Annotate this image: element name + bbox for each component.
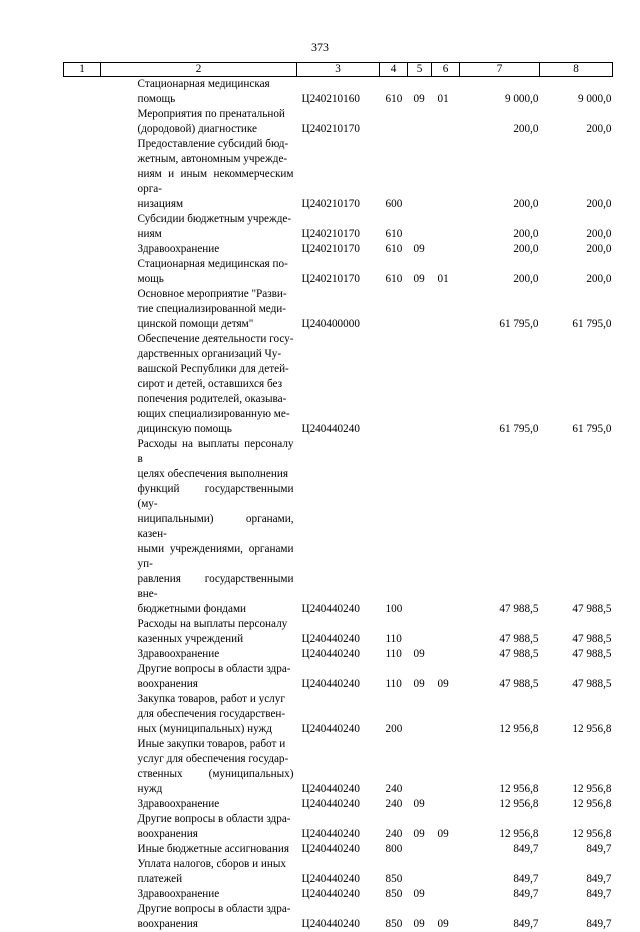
vr-cell: 100 xyxy=(380,437,408,617)
code-cell: Ц240440240 xyxy=(297,662,380,692)
amount-cell-7: 849,7 xyxy=(460,887,540,902)
amount-cell-7: 849,7 xyxy=(460,902,540,932)
table-row xyxy=(64,857,613,887)
table-row xyxy=(64,902,613,932)
code-cell: Ц240210170 xyxy=(297,137,380,212)
rz-cell xyxy=(408,842,432,857)
table-row xyxy=(64,617,613,647)
vr-cell: 850 xyxy=(380,857,408,887)
code-cell: Ц240440240 xyxy=(297,887,380,902)
row-name-cell xyxy=(101,902,297,932)
row-name-line: Другие вопросы в области здра- xyxy=(138,902,294,917)
amount-cell-7: 849,7 xyxy=(460,842,540,857)
vr-cell: 110 xyxy=(380,662,408,692)
row-name-cell xyxy=(101,212,297,242)
row-number-cell xyxy=(64,692,101,737)
row-name-line: целях обеспечения выполнения xyxy=(138,467,294,482)
row-name-line: равления государственными вне- xyxy=(138,572,294,602)
row-name-line: воохранения xyxy=(138,827,294,842)
amount-cell-8: 200,0 xyxy=(540,212,613,242)
rz-cell: 09 xyxy=(408,647,432,662)
amount-cell-7: 200,0 xyxy=(460,212,540,242)
row-name-line: Другие вопросы в области здра- xyxy=(138,662,294,677)
row-number-cell xyxy=(64,287,101,332)
vr-cell: 240 xyxy=(380,812,408,842)
row-name-line: цинской помощи детям" xyxy=(138,317,294,332)
column-header-3: 3 xyxy=(297,63,380,77)
row-number-cell xyxy=(64,212,101,242)
row-name-line: для обеспечения государствен- xyxy=(138,707,294,722)
row-name-line: Предоставление субсидий бюд- xyxy=(138,137,294,152)
amount-cell-8: 61 795,0 xyxy=(540,332,613,437)
row-number-cell xyxy=(64,662,101,692)
row-name-cell xyxy=(101,737,297,797)
code-cell: Ц240210170 xyxy=(297,242,380,257)
rz-cell: 09 xyxy=(408,902,432,932)
table-row xyxy=(64,107,613,137)
pr-cell xyxy=(432,137,460,212)
row-name-line: ющих специализированную ме- xyxy=(138,407,294,422)
row-name-line: Закупка товаров, работ и услуг xyxy=(138,692,294,707)
code-cell: Ц240440240 xyxy=(297,857,380,887)
amount-cell-7: 200,0 xyxy=(460,137,540,212)
vr-cell xyxy=(380,107,408,137)
row-name-line: Другие вопросы в области здра- xyxy=(138,812,294,827)
row-name-line: воохранения xyxy=(138,917,294,932)
code-cell: Ц240440240 xyxy=(297,737,380,797)
amount-cell-7: 47 988,5 xyxy=(460,437,540,617)
table-row xyxy=(64,842,613,857)
row-number-cell xyxy=(64,842,101,857)
row-name-line: жетным, автономным учрежде- xyxy=(138,152,294,167)
row-name-cell xyxy=(101,242,297,257)
table-row xyxy=(64,797,613,812)
amount-cell-8: 9 000,0 xyxy=(540,77,613,108)
rz-cell: 09 xyxy=(408,662,432,692)
pr-cell xyxy=(432,437,460,617)
row-name-line: Основное мероприятие "Разви- xyxy=(138,287,294,302)
amount-cell-7: 47 988,5 xyxy=(460,662,540,692)
vr-cell: 610 xyxy=(380,212,408,242)
rz-cell xyxy=(408,287,432,332)
code-cell: Ц240440240 xyxy=(297,437,380,617)
row-number-cell xyxy=(64,617,101,647)
amount-cell-7: 12 956,8 xyxy=(460,812,540,842)
row-name-line: Здравоохранение xyxy=(138,887,294,902)
amount-cell-7: 12 956,8 xyxy=(460,737,540,797)
table-row xyxy=(64,257,613,287)
amount-cell-7: 47 988,5 xyxy=(460,647,540,662)
rz-cell xyxy=(408,617,432,647)
table-row xyxy=(64,77,613,108)
row-name-cell xyxy=(101,857,297,887)
rz-cell: 09 xyxy=(408,77,432,108)
amount-cell-8: 12 956,8 xyxy=(540,812,613,842)
amount-cell-7: 61 795,0 xyxy=(460,287,540,332)
table-row xyxy=(64,437,613,617)
row-name-line: Субсидии бюджетным учрежде- xyxy=(138,212,294,227)
rz-cell: 09 xyxy=(408,887,432,902)
vr-cell: 850 xyxy=(380,887,408,902)
row-name-line: ными учреждениями, органами уп- xyxy=(138,542,294,572)
row-name-cell xyxy=(101,137,297,212)
row-name-line: Иные закупки товаров, работ и xyxy=(138,737,294,752)
row-name-cell xyxy=(101,662,297,692)
pr-cell xyxy=(432,617,460,647)
pr-cell xyxy=(432,212,460,242)
vr-cell: 110 xyxy=(380,647,408,662)
vr-cell: 800 xyxy=(380,842,408,857)
amount-cell-8: 849,7 xyxy=(540,857,613,887)
rz-cell: 09 xyxy=(408,257,432,287)
row-name-cell xyxy=(101,692,297,737)
row-name-line: воохранения xyxy=(138,677,294,692)
pr-cell: 01 xyxy=(432,257,460,287)
column-header-6: 6 xyxy=(432,63,460,77)
code-cell: Ц240400000 xyxy=(297,287,380,332)
column-header-5: 5 xyxy=(408,63,432,77)
amount-cell-8: 200,0 xyxy=(540,257,613,287)
amount-cell-7: 200,0 xyxy=(460,257,540,287)
table-row xyxy=(64,662,613,692)
row-name-line: ных (муниципальных) нужд xyxy=(138,722,294,737)
row-name-cell xyxy=(101,437,297,617)
vr-cell xyxy=(380,332,408,437)
row-name-line: дарственных организаций Чу- xyxy=(138,347,294,362)
pr-cell xyxy=(432,242,460,257)
table-row xyxy=(64,242,613,257)
row-number-cell xyxy=(64,242,101,257)
amount-cell-8: 12 956,8 xyxy=(540,797,613,812)
table-row xyxy=(64,737,613,797)
row-name-cell xyxy=(101,617,297,647)
row-number-cell xyxy=(64,902,101,932)
row-name-line: ниям и иным некоммерческим орга- xyxy=(138,167,294,197)
row-number-cell xyxy=(64,137,101,212)
row-name-line: тие специализированной меди- xyxy=(138,302,294,317)
budget-table xyxy=(63,62,613,932)
row-name-line: Иные бюджетные ассигнования xyxy=(138,842,294,857)
pr-cell xyxy=(432,797,460,812)
row-name-cell xyxy=(101,107,297,137)
amount-cell-8: 47 988,5 xyxy=(540,647,613,662)
rz-cell xyxy=(408,692,432,737)
row-name-line: Здравоохранение xyxy=(138,242,294,257)
vr-cell: 610 xyxy=(380,77,408,108)
amount-cell-7: 200,0 xyxy=(460,242,540,257)
row-name-cell xyxy=(101,647,297,662)
code-cell: Ц240440240 xyxy=(297,842,380,857)
amount-cell-7: 849,7 xyxy=(460,857,540,887)
vr-cell: 600 xyxy=(380,137,408,212)
pr-cell xyxy=(432,332,460,437)
row-number-cell xyxy=(64,647,101,662)
row-number-cell xyxy=(64,77,101,108)
code-cell: Ц240210170 xyxy=(297,257,380,287)
row-number-cell xyxy=(64,887,101,902)
amount-cell-8: 200,0 xyxy=(540,107,613,137)
table-row xyxy=(64,137,613,212)
rz-cell xyxy=(408,212,432,242)
row-name-line: Расходы на выплаты персоналу xyxy=(138,617,294,632)
vr-cell: 610 xyxy=(380,257,408,287)
code-cell: Ц240440240 xyxy=(297,692,380,737)
amount-cell-8: 47 988,5 xyxy=(540,662,613,692)
pr-cell xyxy=(432,647,460,662)
row-name-line: Мероприятия по пренатальной xyxy=(138,107,294,122)
pr-cell: 09 xyxy=(432,812,460,842)
row-name-cell xyxy=(101,77,297,108)
row-name-line: помощь xyxy=(138,92,294,107)
row-name-cell xyxy=(101,257,297,287)
code-cell: Ц240440240 xyxy=(297,902,380,932)
pr-cell xyxy=(432,857,460,887)
vr-cell: 240 xyxy=(380,737,408,797)
row-name-line: казенных учреждений xyxy=(138,632,294,647)
table-row xyxy=(64,812,613,842)
pr-cell xyxy=(432,287,460,332)
amount-cell-7: 12 956,8 xyxy=(460,797,540,812)
vr-cell: 200 xyxy=(380,692,408,737)
row-name-line: Стационарная медицинская по- xyxy=(138,257,294,272)
pr-cell xyxy=(432,887,460,902)
row-name-line: дицинскую помощь xyxy=(138,422,294,437)
table-row xyxy=(64,287,613,332)
row-name-line: Стационарная медицинская xyxy=(138,77,294,92)
row-name-cell xyxy=(101,842,297,857)
pr-cell: 09 xyxy=(432,902,460,932)
code-cell: Ц240440240 xyxy=(297,797,380,812)
row-name-cell xyxy=(101,797,297,812)
amount-cell-8: 849,7 xyxy=(540,902,613,932)
amount-cell-7: 9 000,0 xyxy=(460,77,540,108)
pr-cell xyxy=(432,692,460,737)
rz-cell xyxy=(408,737,432,797)
row-name-line: Расходы на выплаты персоналу в xyxy=(138,437,294,467)
row-name-line: ственных (муниципальных) нужд xyxy=(138,767,294,797)
pr-cell: 01 xyxy=(432,77,460,108)
row-number-cell xyxy=(64,812,101,842)
vr-cell: 240 xyxy=(380,797,408,812)
vr-cell: 850 xyxy=(380,902,408,932)
amount-cell-8: 849,7 xyxy=(540,887,613,902)
row-name-line: функций государственными (му- xyxy=(138,482,294,512)
pr-cell xyxy=(432,737,460,797)
pr-cell xyxy=(432,107,460,137)
row-name-line: (дородовой) диагностике xyxy=(138,122,294,137)
pr-cell: 09 xyxy=(432,662,460,692)
row-name-line: платежей xyxy=(138,872,294,887)
amount-cell-8: 12 956,8 xyxy=(540,737,613,797)
column-header-1: 1 xyxy=(64,63,101,77)
row-name-line: вашской Республики для детей- xyxy=(138,362,294,377)
code-cell: Ц240210170 xyxy=(297,107,380,137)
row-number-cell xyxy=(64,437,101,617)
row-name-line: услуг для обеспечения государ- xyxy=(138,752,294,767)
amount-cell-8: 849,7 xyxy=(540,842,613,857)
row-name-line: попечения родителей, оказыва- xyxy=(138,392,294,407)
table-row xyxy=(64,647,613,662)
amount-cell-8: 12 956,8 xyxy=(540,692,613,737)
amount-cell-7: 200,0 xyxy=(460,107,540,137)
row-name-line: низациям xyxy=(138,197,294,212)
rz-cell xyxy=(408,437,432,617)
vr-cell xyxy=(380,287,408,332)
row-number-cell xyxy=(64,737,101,797)
row-name-cell xyxy=(101,812,297,842)
row-name-line: ниципальными) органами, казен- xyxy=(138,512,294,542)
row-number-cell xyxy=(64,797,101,812)
row-number-cell xyxy=(64,257,101,287)
row-name-line: мощь xyxy=(138,272,294,287)
row-name-line: Уплата налогов, сборов и иных xyxy=(138,857,294,872)
code-cell: Ц240210160 xyxy=(297,77,380,108)
code-cell: Ц240210170 xyxy=(297,212,380,242)
rz-cell xyxy=(408,137,432,212)
page-number: 373 xyxy=(0,40,640,55)
vr-cell: 110 xyxy=(380,617,408,647)
row-name-line: сирот и детей, оставшихся без xyxy=(138,377,294,392)
rz-cell xyxy=(408,332,432,437)
row-name-line: ниям xyxy=(138,227,294,242)
column-header-7: 7 xyxy=(460,63,540,77)
row-name-cell xyxy=(101,887,297,902)
vr-cell: 610 xyxy=(380,242,408,257)
rz-cell: 09 xyxy=(408,797,432,812)
amount-cell-8: 47 988,5 xyxy=(540,437,613,617)
row-name-cell xyxy=(101,332,297,437)
column-header-4: 4 xyxy=(380,63,408,77)
code-cell: Ц240440240 xyxy=(297,617,380,647)
amount-cell-7: 47 988,5 xyxy=(460,617,540,647)
amount-cell-7: 61 795,0 xyxy=(460,332,540,437)
row-name-line: Здравоохранение xyxy=(138,797,294,812)
rz-cell: 09 xyxy=(408,242,432,257)
table-body xyxy=(64,77,613,932)
row-name-line: бюджетными фондами xyxy=(138,602,294,617)
rz-cell xyxy=(408,857,432,887)
table-row xyxy=(64,332,613,437)
code-cell: Ц240440240 xyxy=(297,332,380,437)
amount-cell-8: 200,0 xyxy=(540,137,613,212)
row-number-cell xyxy=(64,857,101,887)
row-name-cell xyxy=(101,287,297,332)
table-row xyxy=(64,692,613,737)
row-number-cell xyxy=(64,332,101,437)
amount-cell-8: 47 988,5 xyxy=(540,617,613,647)
pr-cell xyxy=(432,842,460,857)
rz-cell: 09 xyxy=(408,812,432,842)
code-cell: Ц240440240 xyxy=(297,647,380,662)
column-header-2: 2 xyxy=(101,63,297,77)
row-name-line: Здравоохранение xyxy=(138,647,294,662)
row-name-line: Обеспечение деятельности госу- xyxy=(138,332,294,347)
row-number-cell xyxy=(64,107,101,137)
code-cell: Ц240440240 xyxy=(297,812,380,842)
amount-cell-8: 200,0 xyxy=(540,242,613,257)
amount-cell-7: 12 956,8 xyxy=(460,692,540,737)
table-row xyxy=(64,212,613,242)
table-row xyxy=(64,887,613,902)
column-header-8: 8 xyxy=(540,63,613,77)
amount-cell-8: 61 795,0 xyxy=(540,287,613,332)
table-header-row xyxy=(64,63,613,77)
rz-cell xyxy=(408,107,432,137)
